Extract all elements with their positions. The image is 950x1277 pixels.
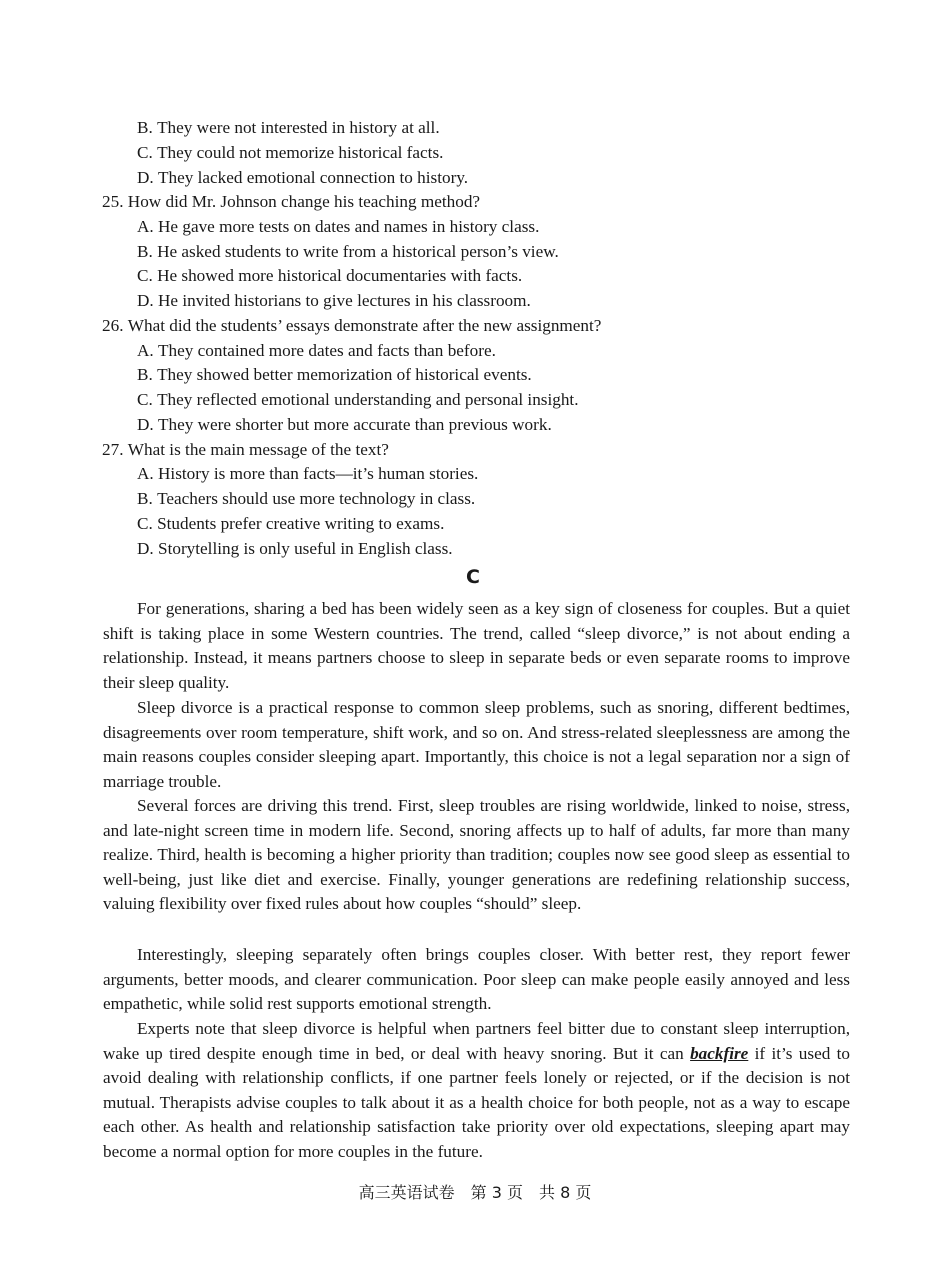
q27-option-a: A. History is more than facts—it’s human stories.	[137, 464, 479, 483]
passage-paragraph-4: Interestingly, sleeping separately often brings couples closer. With better rest, they report fewer arguments, better moods, and clearer communication. Poor sleep can make people easily annoyed and less empathetic, while solid rest supports emotional strength.	[103, 945, 850, 1014]
q25-option-a: A. He gave more tests on dates and names in history class.	[137, 217, 540, 236]
passage-paragraph-1: For generations, sharing a bed has been widely seen as a key sign of closeness for couples. But a quiet shift is taking place in some Western countries. The trend, called “sleep divorce,” is not about ending a relationship. Instead, it means partners choose to sleep in separate beds or even separate rooms to improve their sleep quality.	[103, 599, 850, 692]
q27-option-d: D. Storytelling is only useful in English class.	[137, 539, 453, 558]
q25-stem: 25. How did Mr. Johnson change his teaching method?	[102, 192, 481, 211]
keyword-backfire: backfire	[690, 1043, 749, 1063]
q26-option-d: D. They were shorter but more accurate than previous work.	[137, 415, 552, 434]
q25-option-d: D. He invited historians to give lectures in his classroom.	[137, 291, 531, 310]
q27-option-c: C. Students prefer creative writing to exams.	[137, 514, 445, 533]
passage-paragraph-5: Experts note that sleep divorce is helpful when partners feel bitter due to constant sleep interruption, wake up tired despite enough time in bed, or deal with heavy snoring. But it can backfire if it’s used to avoid dealing with relationship conflicts, if one partner feels lonely or rejected, or if the decision is not mutual. Therapists advise couples to talk about it as a health choice for both people, not as a way to escape each other. As health and relationship satisfaction take priority over old expectations, sleeping apart may become a normal option for more couples in the future.	[103, 1019, 850, 1161]
q26-option-b: B. They showed better memorization of historical events.	[137, 365, 532, 384]
passage-paragraph-2: Sleep divorce is a practical response to common sleep problems, such as snoring, different bedtimes, disagreements over room temperature, shift work, and so on. And stress-related sleeplessness are among the main reasons couples consider sleeping apart. Importantly, this choice is not a legal separation nor a sign of marriage trouble.	[103, 698, 850, 791]
q27-option-b: B. Teachers should use more technology in class.	[137, 489, 476, 508]
page-footer: 高三英语试卷 第 3 页 共 8 页	[358, 1183, 592, 1202]
section-heading-c: C	[466, 566, 480, 588]
q24-option-d: D. They lacked emotional connection to history.	[137, 168, 469, 187]
q27-stem: 27. What is the main message of the text?	[102, 440, 389, 459]
passage-paragraph-3: Several forces are driving this trend. First, sleep troubles are rising worldwide, linked to noise, stress, and late-night screen time in modern life. Second, snoring affects up to half of adults, far more than many realize. Third, health is becoming a higher priority than tradition; couples now see good sleep as essential to well-being, just like diet and exercise. Finally, younger generations are redefining relationship success, valuing flexibility over fixed rules about how couples “should” sleep.	[103, 796, 850, 914]
q24-option-b: B. They were not interested in history at all.	[137, 118, 440, 137]
q26-option-a: A. They contained more dates and facts than before.	[137, 341, 496, 360]
q26-stem: 26. What did the students’ essays demonstrate after the new assignment?	[102, 316, 602, 335]
q26-option-c: C. They reflected emotional understanding and personal insight.	[137, 390, 579, 409]
q24-option-c: C. They could not memorize historical facts.	[137, 143, 444, 162]
q25-option-b: B. He asked students to write from a historical person’s view.	[137, 242, 559, 261]
q25-option-c: C. He showed more historical documentaries with facts.	[137, 266, 523, 285]
